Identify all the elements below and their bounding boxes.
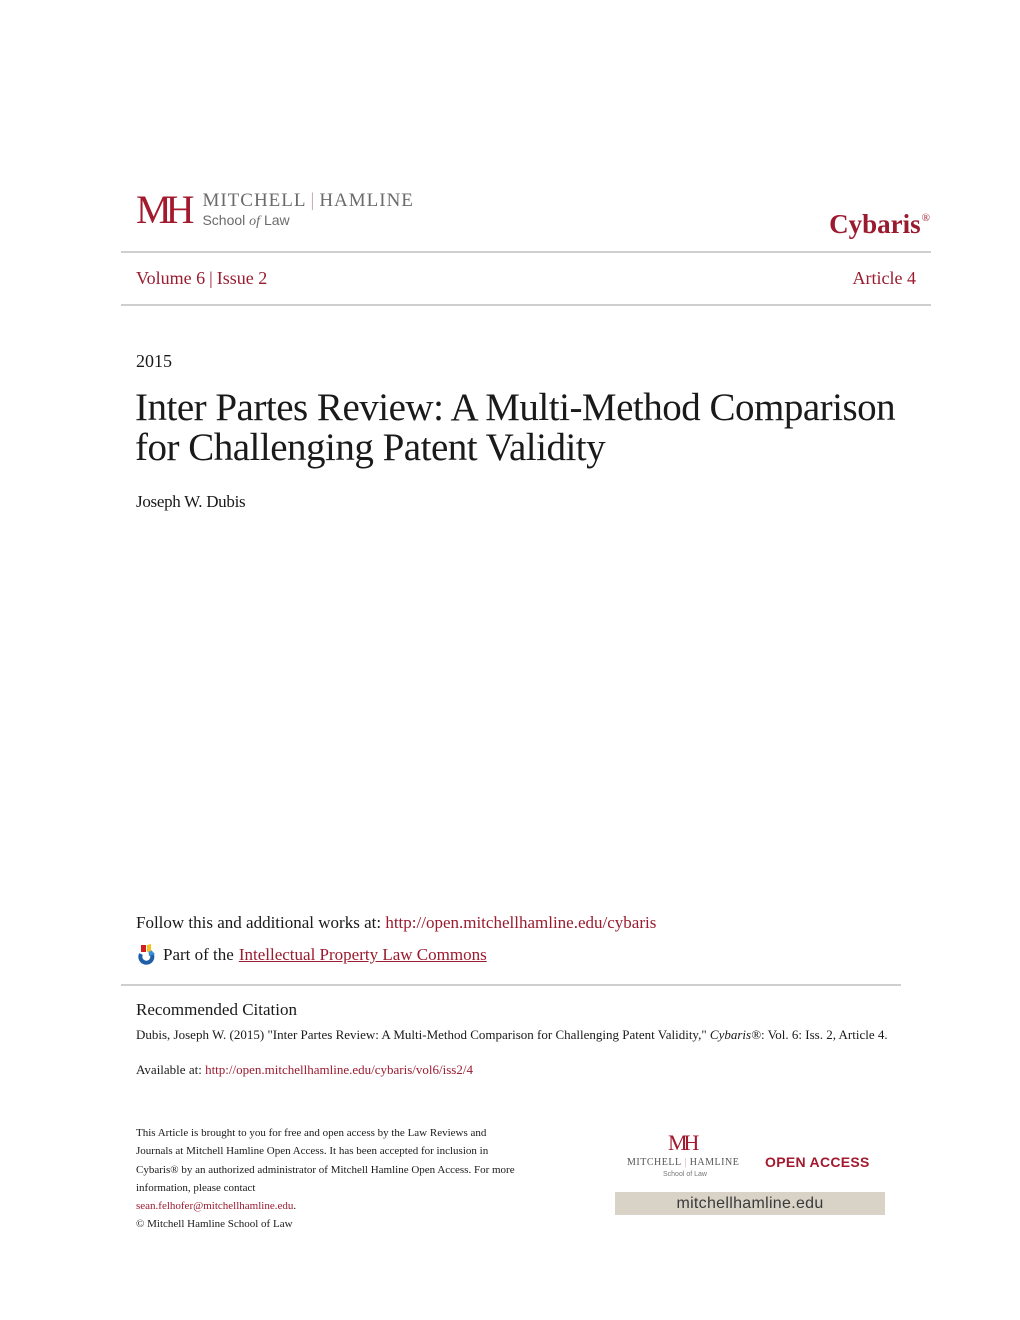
logo-of: of [249, 213, 261, 229]
open-access-logo[interactable] [615, 1130, 885, 1215]
follow-line [136, 913, 656, 933]
available-at [136, 1062, 473, 1078]
available-url-link[interactable]: http://open.mitchellhamline.edu/cybaris/vol6/iss2/4 [205, 1062, 473, 1077]
journal-name[interactable] [829, 209, 930, 240]
volume-issue-separator: | [209, 268, 213, 288]
logo-school: School [202, 211, 246, 228]
issue-link[interactable]: Issue 2 [216, 268, 268, 288]
citation-body: Dubis, Joseph W. (2015) "Inter Partes Review: A Multi-Method Comparison for Challenging Patent Validity," [136, 1027, 710, 1042]
citation-journal: Cybaris® [709, 1027, 761, 1042]
contact-email-link[interactable]: sean.felhofer@mitchellhamline.edu [136, 1200, 294, 1213]
access-notice [136, 1124, 516, 1234]
article-author: Joseph W. Dubis [136, 492, 246, 511]
journal-name-text: Cybaris [829, 209, 921, 239]
follow-url-link[interactable]: http://open.mitchellhamline.edu/cybaris [385, 913, 657, 932]
logo-name-left: MITCHELL [202, 189, 307, 211]
part-of-line [136, 944, 487, 966]
citation-volume: : Vol. 6: Iss. 2, Article 4. [760, 1027, 888, 1042]
divider-top [121, 251, 931, 253]
volume-issue [136, 268, 267, 289]
email-suffix: . [293, 1200, 297, 1213]
mh-monogram: MH [136, 187, 189, 232]
copyright: © Mitchell Hamline School of Law [136, 1218, 293, 1231]
commons-link[interactable]: Intellectual Property Law Commons [238, 945, 487, 964]
oa-domain-bar: mitchellhamline.edu [615, 1192, 885, 1215]
citation-text [136, 1026, 896, 1043]
oa-name-right: HAMLINE [689, 1157, 740, 1168]
open-access-label: OPEN ACCESS [765, 1154, 870, 1170]
oa-monogram: MH [668, 1130, 696, 1155]
follow-label: Follow this and additional works at: [136, 913, 386, 932]
volume-link[interactable]: Volume 6 [136, 268, 206, 288]
article-title: Inter Partes Review: A Multi-Method Comparison for Challenging Patent Validity [135, 386, 896, 469]
publication-year: 2015 [136, 351, 172, 371]
logo-law: Law [263, 211, 290, 228]
logo-separator: | [310, 189, 316, 211]
part-of-label: Part of the [163, 945, 234, 964]
digital-commons-icon [136, 944, 158, 966]
mitchell-hamline-logo[interactable] [136, 187, 414, 232]
article-number: Article 4 [852, 268, 916, 288]
oa-separator: | [684, 1157, 687, 1168]
logo-name-right: HAMLINE [319, 189, 414, 211]
notice-text: This Article is brought to you for free and open access by the Law Reviews and Journals at Mitchell Hamline Open Access. It has been accepted for inclusion in Cybaris® by an authorized administrator of Mitchell Hamline Open Access. For more information, please contact [136, 1127, 515, 1194]
divider-citation [121, 984, 901, 986]
registered-mark: ® [921, 212, 930, 224]
available-label: Available at: [136, 1062, 206, 1077]
divider-issue [121, 304, 931, 306]
oa-school: School of Law [663, 1171, 707, 1178]
oa-name-left: MITCHELL [627, 1157, 682, 1168]
citation-heading: Recommended Citation [136, 1000, 297, 1019]
